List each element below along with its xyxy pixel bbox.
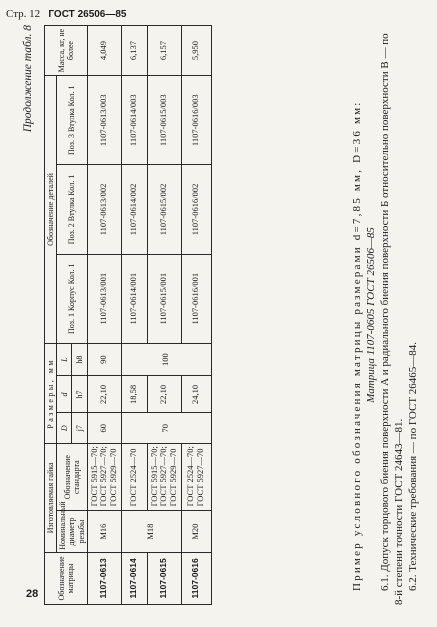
row-mass: 5,950 (181, 26, 211, 76)
row-mark: 1107-0615 (147, 552, 181, 604)
table-row (121, 26, 147, 605)
col-nut-group: Изготовляемая гайка (45, 443, 57, 552)
row-pos1: 1107-0615/001 (147, 254, 181, 343)
row-pos1: 1107-0616/001 (181, 254, 211, 343)
row-pos2: 1107-0616/002 (181, 165, 211, 254)
row-D: 60 (87, 413, 121, 443)
col-d: d (57, 376, 72, 413)
row-pos1: 1107-0614/001 (121, 254, 147, 343)
rotated-content (22, 25, 422, 605)
clause-6-2: 6.2. Технические требования — по ГОСТ 26465—84. (407, 341, 419, 591)
page-header (6, 8, 127, 20)
col-pos2: Поз. 2 Втулка Кол. 1 (57, 165, 88, 254)
row-D: 70 (121, 413, 211, 443)
row-mass: 4,049 (87, 26, 121, 76)
row-pos3: 1107-0614/003 (121, 76, 147, 165)
row-d: 22,10 (147, 376, 181, 413)
body-text (350, 25, 420, 605)
col-mass: Масса, кг, не более (45, 26, 88, 76)
row-standard: ГОСТ 2524—70 (121, 443, 147, 510)
clause-6-1: 6.1. Допуск торцового биения поверхности А и радиального биения поверхности Б относительно поверхности В — по 8-й степени точности ГОСТ 24643—81. (379, 33, 405, 605)
tol-L: h8 (72, 343, 87, 376)
page-number: 28 (26, 588, 39, 600)
row-thread: М16 (87, 511, 121, 552)
col-L: L (57, 343, 72, 376)
row-pos3: 1107-0615/003 (147, 76, 181, 165)
row-L: 100 (121, 343, 211, 376)
col-pos1: Поз. 1 Корпус Кол. 1 (57, 254, 88, 343)
example-paragraph: Пример условного обозначения матрицы размерами d=7,85 мм, D=36 мм: (351, 100, 363, 591)
tol-D: j7 (72, 413, 87, 443)
standard-code: ГОСТ 26506—85 (48, 9, 127, 20)
col-designation: Обозначение матрицы (45, 552, 88, 604)
row-thread: М18 (121, 511, 181, 552)
page-label: Стр. 12 (6, 8, 41, 20)
row-pos1: 1107-0613/001 (87, 254, 121, 343)
row-mark: 1107-0616 (181, 552, 211, 604)
row-pos2: 1107-0614/002 (121, 165, 147, 254)
row-pos2: 1107-0615/002 (147, 165, 181, 254)
table-row (181, 26, 211, 605)
row-standard: ГОСТ 5915—70; ГОСТ 5927—70; ГОСТ 5929—70 (87, 443, 121, 510)
row-L: 90 (87, 343, 121, 376)
row-thread: М20 (181, 511, 211, 552)
table-continuation-caption: Продолжение табл. 8 (22, 25, 34, 133)
row-standard: ГОСТ 2524—70; ГОСТ 5927—70 (181, 443, 211, 510)
col-sizes: Размеры, мм (45, 343, 57, 443)
row-d: 24,10 (181, 376, 211, 413)
row-d: 22,10 (87, 376, 121, 413)
row-pos3: 1107-0613/003 (87, 76, 121, 165)
col-thread: Номинальный диаметр резьбы (57, 511, 88, 552)
col-D: D (57, 413, 72, 443)
row-pos2: 1107-0613/002 (87, 165, 121, 254)
example-designation: Матрица 1107-0605 ГОСТ 26506—85 (365, 227, 377, 403)
row-standard: ГОСТ 5915—70; ГОСТ 5927—70; ГОСТ 5929—70 (147, 443, 181, 510)
col-standard: Обозначение стандарта (57, 443, 88, 510)
row-mark: 1107-0614 (121, 552, 147, 604)
tol-d: h7 (72, 376, 87, 413)
col-pos3: Поз. 3 Втулка Кол. 1 (57, 76, 88, 165)
row-d: 18,58 (121, 376, 147, 413)
table-row (87, 26, 121, 605)
row-pos3: 1107-0616/003 (181, 76, 211, 165)
col-details: Обозначение деталей (45, 76, 57, 344)
row-mass: 6,157 (147, 26, 181, 76)
row-mass: 6,137 (121, 26, 147, 76)
matrix-table (44, 25, 212, 605)
row-mark: 1107-0613 (87, 552, 121, 604)
